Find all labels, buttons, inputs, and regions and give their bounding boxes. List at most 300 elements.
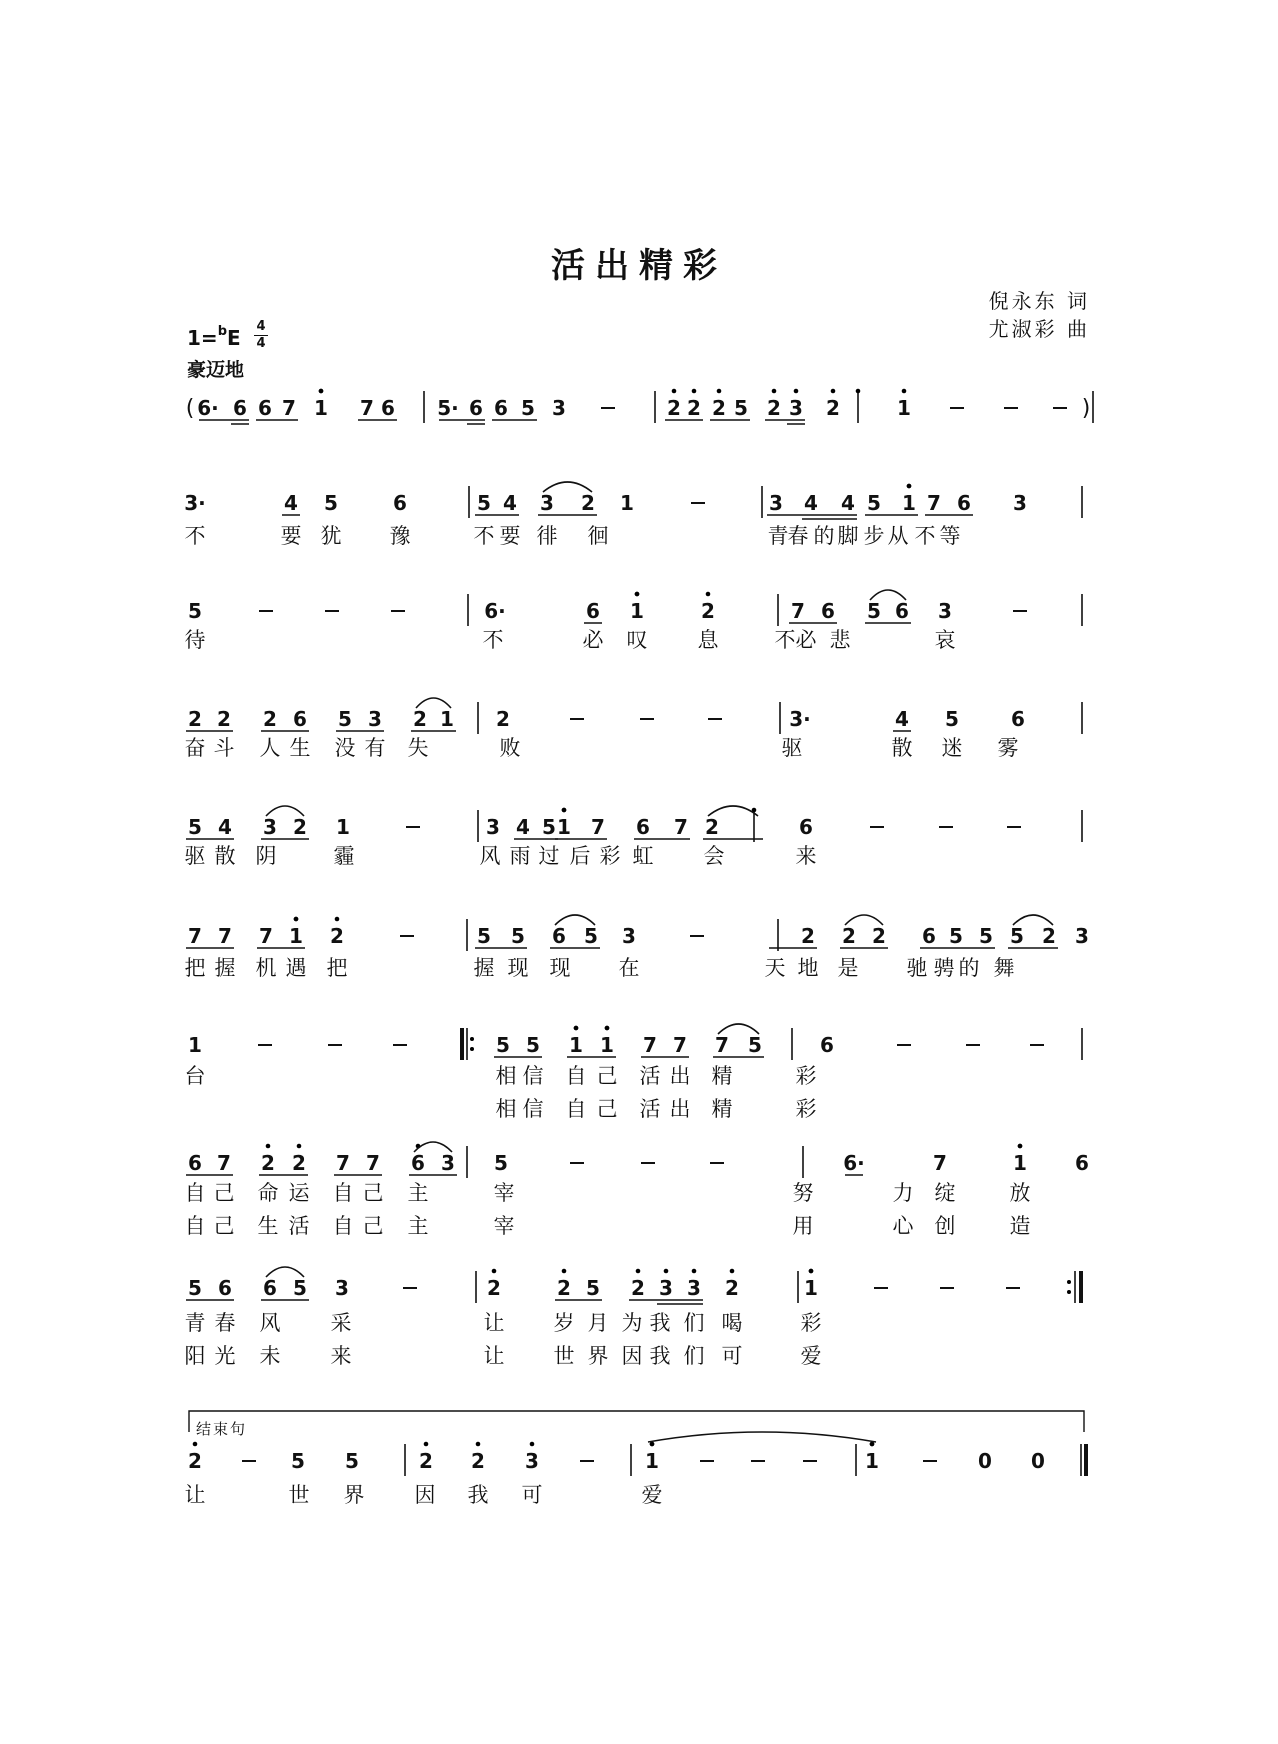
note: 7 — [927, 491, 941, 515]
note: 3 — [1075, 924, 1089, 948]
note: 2 — [188, 1449, 202, 1473]
lyric-char: 过 — [538, 844, 560, 868]
lyric-char: 悲 — [829, 628, 851, 652]
note: 6 — [411, 1151, 425, 1175]
note: 6 — [233, 396, 247, 420]
high-dot — [294, 917, 299, 922]
lyric-char: 要 — [499, 524, 521, 548]
lyric-char: 风 — [479, 844, 501, 868]
lyric-char: 雨 — [509, 844, 531, 868]
note: 3 — [441, 1151, 455, 1175]
lyric-char: 放 — [1009, 1181, 1031, 1205]
lyric-char: 斗 — [213, 736, 235, 760]
high-dot — [692, 389, 697, 394]
note: 4 — [516, 815, 530, 839]
lyric-char: 我 — [467, 1483, 489, 1507]
lyric-char: 世 — [288, 1483, 310, 1507]
lyric-char: 光 — [214, 1344, 236, 1368]
note: 2 — [842, 924, 856, 948]
note: 3 — [368, 707, 382, 731]
note: 2 — [487, 1276, 501, 1300]
note: 7 — [259, 924, 273, 948]
note: 5 — [188, 1276, 202, 1300]
lyric-char: 界 — [343, 1483, 365, 1507]
lyric-char: 败 — [499, 736, 521, 760]
lyric-char: 界 — [587, 1344, 609, 1368]
high-dot — [476, 1442, 481, 1447]
lyric-char: 精 — [711, 1097, 733, 1121]
lyric-char: 把 — [184, 956, 206, 980]
note: 2 — [419, 1449, 433, 1473]
note: 5 — [324, 491, 338, 515]
note: 3 — [486, 815, 500, 839]
lyric-char: 春 — [214, 1311, 236, 1335]
note: 6· — [484, 599, 506, 623]
lyric-char: 己 — [596, 1097, 618, 1121]
note: 6 — [922, 924, 936, 948]
lyric-char: 生 — [289, 736, 311, 760]
coda-bracket — [189, 1411, 1084, 1432]
lyric-char: 握 — [214, 956, 236, 980]
lyric-char: 相 — [495, 1097, 517, 1121]
note: 6 — [586, 599, 600, 623]
lyric-char: 迷 — [941, 736, 963, 760]
lyric-char: 现 — [549, 956, 571, 980]
time-bottom: 4 — [256, 336, 266, 351]
lyric-char: 自 — [565, 1097, 587, 1121]
lyric-char: 努 — [792, 1181, 814, 1205]
lyric-char: 不 — [482, 628, 504, 652]
lyric-char: 主 — [407, 1181, 429, 1205]
note: 6 — [188, 1151, 202, 1175]
lyric-char: 后 — [569, 844, 591, 868]
lyric-char: 彩 — [599, 844, 621, 868]
lyric-char: 自 — [184, 1214, 206, 1238]
lyric-char: 遇 — [285, 956, 307, 980]
lyric-char: 会 — [703, 844, 725, 868]
tempo-marking: 豪迈地 — [187, 359, 245, 381]
lyric-char: 己 — [362, 1181, 384, 1205]
paren: ( — [185, 396, 195, 421]
high-dot — [902, 389, 907, 394]
high-dot — [562, 1269, 567, 1274]
high-dot — [772, 389, 777, 394]
note: 2 — [557, 1276, 571, 1300]
note: 6 — [218, 1276, 232, 1300]
note: 4 — [841, 491, 855, 515]
lyric-char: 舞 — [993, 956, 1015, 980]
note-high-1: 1 — [569, 1033, 583, 1057]
lyric-char: 奋 — [184, 736, 206, 760]
high-dot — [664, 1269, 669, 1274]
note: 5 — [345, 1449, 359, 1473]
note: 7 — [218, 924, 232, 948]
lyric-char: 是 — [837, 956, 859, 980]
note: 2 — [712, 396, 726, 420]
lyric-char: 己 — [213, 1181, 235, 1205]
slur — [648, 1432, 876, 1442]
note: 3 — [659, 1276, 673, 1300]
note: 6 — [293, 707, 307, 731]
note: 7 — [360, 396, 374, 420]
note: 3 — [789, 396, 803, 420]
note: 2 — [581, 491, 595, 515]
high-dot — [335, 917, 340, 922]
note-high-1: 1 — [897, 396, 911, 420]
note: 1 — [336, 815, 350, 839]
note: 5 — [188, 599, 202, 623]
note: 2 — [826, 396, 840, 420]
lyric-char: 台 — [184, 1064, 206, 1088]
note: 5 — [867, 491, 881, 515]
lyric-char: 不 — [914, 524, 936, 548]
lyric-char: 可 — [521, 1483, 543, 1507]
lyric-char: 犹 — [320, 524, 342, 548]
note: 6 — [1011, 707, 1025, 731]
note: 5 — [477, 924, 491, 948]
flat-sign: b — [217, 324, 227, 340]
high-dot — [1018, 1144, 1023, 1149]
note: 6 — [799, 815, 813, 839]
lyric-char: 采 — [330, 1311, 352, 1335]
note-high-1: 1 — [645, 1449, 659, 1473]
lyric-char: 自 — [332, 1181, 354, 1205]
note: 4 — [218, 815, 232, 839]
high-dot — [562, 808, 567, 813]
lyric-char: 从 — [887, 524, 909, 548]
lyric-char: 风 — [259, 1311, 281, 1335]
note: 3 — [687, 1276, 701, 1300]
note: 7 — [715, 1033, 729, 1057]
note: 3 — [335, 1276, 349, 1300]
lyric-char: 出 — [669, 1097, 691, 1121]
note: 5 — [526, 1033, 540, 1057]
note: 6 — [469, 396, 483, 420]
lyric-char: 为 — [621, 1311, 643, 1335]
note: 7 — [643, 1033, 657, 1057]
note: 3 — [622, 924, 636, 948]
lyric-char: 自 — [332, 1214, 354, 1238]
repeat-dot — [1067, 1280, 1071, 1284]
lyric-char: 主 — [407, 1214, 429, 1238]
lyric-char: 霾 — [333, 844, 355, 868]
lyric-char: 月 — [587, 1311, 609, 1335]
note: 6· — [197, 396, 219, 420]
high-dot — [794, 389, 799, 394]
lyric-char: 的 — [813, 524, 835, 548]
note: 6 — [393, 491, 407, 515]
lyric-char: 让 — [184, 1483, 206, 1507]
lyric-char: 有 — [364, 736, 386, 760]
note-high-1: 1 — [630, 599, 644, 623]
lyric-char: 彩 — [795, 1064, 817, 1088]
lyric-char: 哀 — [934, 628, 956, 652]
lyric-char: 相 — [495, 1064, 517, 1088]
lyric-char: 虹 — [632, 844, 654, 868]
note: 6· — [843, 1151, 865, 1175]
lyric-char: 握 — [473, 956, 495, 980]
high-dot — [193, 1442, 198, 1447]
note: 7 — [591, 815, 605, 839]
lyric-char: 青 — [184, 1311, 206, 1335]
lyric-char: 徘 — [536, 524, 558, 548]
high-dot — [907, 484, 912, 489]
note: 5 — [293, 1276, 307, 1300]
lyric-char: 失 — [407, 736, 429, 760]
note: 5 — [584, 924, 598, 948]
note: 2 — [767, 396, 781, 420]
lyric-char: 不 — [774, 628, 796, 652]
lyric-char: 来 — [795, 844, 817, 868]
note: 3 — [263, 815, 277, 839]
lyric-char: 把 — [326, 956, 348, 980]
song-title: 活出精彩 — [551, 246, 727, 286]
lyric-char: 自 — [184, 1181, 206, 1205]
note: 1 — [188, 1033, 202, 1057]
note: 2 — [413, 707, 427, 731]
note: 5 — [496, 1033, 510, 1057]
lyric-char: 精 — [711, 1064, 733, 1088]
note: 2 — [330, 924, 344, 948]
note: 2 — [188, 707, 202, 731]
note: 7 — [282, 396, 296, 420]
lyric-char: 爱 — [800, 1344, 822, 1368]
note: 5 — [521, 396, 535, 420]
note: 7 — [188, 924, 202, 948]
lyric-char: 地 — [797, 956, 819, 980]
lyric-char: 机 — [255, 956, 277, 980]
high-dot — [730, 1269, 735, 1274]
note: 4 — [284, 491, 298, 515]
note: 2 — [293, 815, 307, 839]
lyric-char: 运 — [288, 1181, 310, 1205]
lyric-char: 力 — [892, 1181, 914, 1205]
lyric-char: 用 — [792, 1214, 814, 1238]
note: 5 — [338, 707, 352, 731]
time-top: 4 — [256, 319, 266, 334]
note: 3 — [525, 1449, 539, 1473]
lyric-char: 让 — [483, 1344, 505, 1368]
note: 5 — [867, 599, 881, 623]
lyric-char: 我 — [649, 1311, 671, 1335]
lyric-char: 活 — [639, 1064, 661, 1088]
note-high-1: 1 — [865, 1449, 879, 1473]
lyric-char: 豫 — [389, 524, 411, 548]
note: 6 — [494, 396, 508, 420]
note: 5 — [511, 924, 525, 948]
lyric-char: 己 — [596, 1064, 618, 1088]
lyric-char: 岁 — [553, 1311, 575, 1335]
lyric-char: 彩 — [800, 1311, 822, 1335]
lyric-char: 我 — [649, 1344, 671, 1368]
note: 2 — [261, 1151, 275, 1175]
lyric-char: 让 — [483, 1311, 505, 1335]
note: 1 — [440, 707, 454, 731]
lyric-char: 宰 — [493, 1214, 515, 1238]
note: 4 — [804, 491, 818, 515]
lyric-char: 散 — [214, 844, 236, 868]
note: 6 — [895, 599, 909, 623]
lyric-char: 造 — [1009, 1214, 1031, 1238]
note-high-1: 1 — [1013, 1151, 1027, 1175]
repeat-dot — [1067, 1290, 1071, 1294]
note: 5 — [586, 1276, 600, 1300]
lyric-char: 信 — [522, 1064, 544, 1088]
note: 2 — [687, 396, 701, 420]
note: 6 — [552, 924, 566, 948]
note: 3 — [540, 491, 554, 515]
note: 2 — [725, 1276, 739, 1300]
note: 6 — [957, 491, 971, 515]
lyric-char: 的 — [958, 956, 980, 980]
note: 2 — [701, 599, 715, 623]
lyric-char: 自 — [565, 1064, 587, 1088]
repeat-dot — [470, 1037, 474, 1041]
lyric-char: 春 — [787, 524, 809, 548]
lyric-char: 未 — [259, 1344, 281, 1368]
note: 2 — [217, 707, 231, 731]
high-dot — [672, 389, 677, 394]
note: 5 — [494, 1151, 508, 1175]
note: 5 — [542, 815, 556, 839]
note: 7 — [791, 599, 805, 623]
note: 5 — [748, 1033, 762, 1057]
high-dot — [636, 1269, 641, 1274]
composer-credit: 尤淑彩 曲 — [988, 317, 1090, 341]
note: 7 — [933, 1151, 947, 1175]
note: 6 — [636, 815, 650, 839]
lyric-char: 必 — [582, 628, 604, 652]
note: 6 — [258, 396, 272, 420]
note-high-1: 1 — [557, 815, 571, 839]
lyric-char: 己 — [213, 1214, 235, 1238]
lyric-char: 天 — [764, 956, 786, 980]
lyric-char: 活 — [639, 1097, 661, 1121]
note: 3 — [552, 396, 566, 420]
high-dot — [266, 1144, 271, 1149]
note: 2 — [1042, 924, 1056, 948]
high-dot — [831, 389, 836, 394]
high-dot — [605, 1026, 610, 1031]
note: 5 — [734, 396, 748, 420]
note: 7 — [366, 1151, 380, 1175]
paren: ) — [1081, 396, 1091, 421]
note: 5 — [188, 815, 202, 839]
lyric-char: 骋 — [933, 956, 955, 980]
note-high-1: 1 — [600, 1033, 614, 1057]
lyric-char: 绽 — [934, 1181, 956, 1205]
high-dot — [809, 1269, 814, 1274]
lyric-char: 们 — [683, 1344, 705, 1368]
note: 3 — [769, 491, 783, 515]
note-high-1: 1 — [804, 1276, 818, 1300]
note: 7 — [217, 1151, 231, 1175]
note: 2 — [496, 707, 510, 731]
lyric-char: 宰 — [493, 1181, 515, 1205]
high-dot — [856, 389, 861, 394]
lyric-char: 青 — [767, 524, 789, 548]
lyric-char: 阴 — [255, 844, 277, 868]
lyric-char: 阳 — [184, 1344, 206, 1368]
lyric-char: 创 — [934, 1214, 956, 1238]
high-dot — [717, 389, 722, 394]
lyric-char: 因 — [414, 1483, 436, 1507]
lyric-char: 生 — [257, 1214, 279, 1238]
lyric-char: 驰 — [906, 956, 928, 980]
lyric-char: 徊 — [587, 524, 609, 548]
lyric-char: 命 — [257, 1181, 279, 1205]
lyric-char: 雾 — [997, 736, 1019, 760]
high-dot — [424, 1442, 429, 1447]
lyric-char: 来 — [330, 1344, 352, 1368]
lyric-char: 因 — [621, 1344, 643, 1368]
note: 2 — [872, 924, 886, 948]
lyric-char: 世 — [553, 1344, 575, 1368]
note: 1 — [620, 491, 634, 515]
note: 2 — [631, 1276, 645, 1300]
lyric-char: 人 — [259, 736, 281, 760]
lyric-char: 驱 — [184, 844, 206, 868]
lyric-char: 出 — [669, 1064, 691, 1088]
note: 5 — [477, 491, 491, 515]
lyric-char: 等 — [939, 524, 961, 548]
lyric-char: 心 — [892, 1214, 914, 1238]
note: 5 — [945, 707, 959, 731]
lyric-char: 彩 — [795, 1097, 817, 1121]
note: 7 — [336, 1151, 350, 1175]
note-high-1: 1 — [902, 491, 916, 515]
note: 4 — [895, 707, 909, 731]
high-dot — [574, 1026, 579, 1031]
lyric-char: 驱 — [781, 736, 803, 760]
high-dot — [530, 1442, 535, 1447]
note: 2 — [263, 707, 277, 731]
high-dot — [297, 1144, 302, 1149]
lyric-char: 活 — [288, 1214, 310, 1238]
coda-label: 结束句 — [196, 1420, 248, 1438]
lyric-char: 脚 — [837, 524, 859, 548]
lyric-char: 息 — [697, 628, 719, 652]
note: 7 — [674, 815, 688, 839]
note: 6 — [381, 396, 395, 420]
lyric-char: 可 — [721, 1344, 743, 1368]
key-note: E — [227, 326, 241, 350]
lyric-char: 己 — [362, 1214, 384, 1238]
lyric-char: 爱 — [641, 1483, 663, 1507]
note: 6 — [263, 1276, 277, 1300]
lyric-char: 步 — [863, 524, 885, 548]
note: 2 — [705, 815, 719, 839]
high-dot — [635, 592, 640, 597]
lyric-char: 们 — [683, 1311, 705, 1335]
note: 5 — [949, 924, 963, 948]
lyric-char: 不 — [184, 524, 206, 548]
lyric-char: 待 — [184, 628, 206, 652]
high-dot — [492, 1269, 497, 1274]
note: 0 — [978, 1449, 992, 1473]
lyric-char: 散 — [891, 736, 913, 760]
lyric-char: 不 — [473, 524, 495, 548]
high-dot — [319, 389, 324, 394]
note-high-1: 1 — [289, 924, 303, 948]
note: 6 — [821, 599, 835, 623]
note-high-1: 1 — [314, 396, 328, 420]
note: 7 — [673, 1033, 687, 1057]
lyric-char: 必 — [795, 628, 817, 652]
note: 2 — [292, 1151, 306, 1175]
note: 3· — [789, 707, 811, 731]
lyric-char: 喝 — [721, 1311, 743, 1335]
